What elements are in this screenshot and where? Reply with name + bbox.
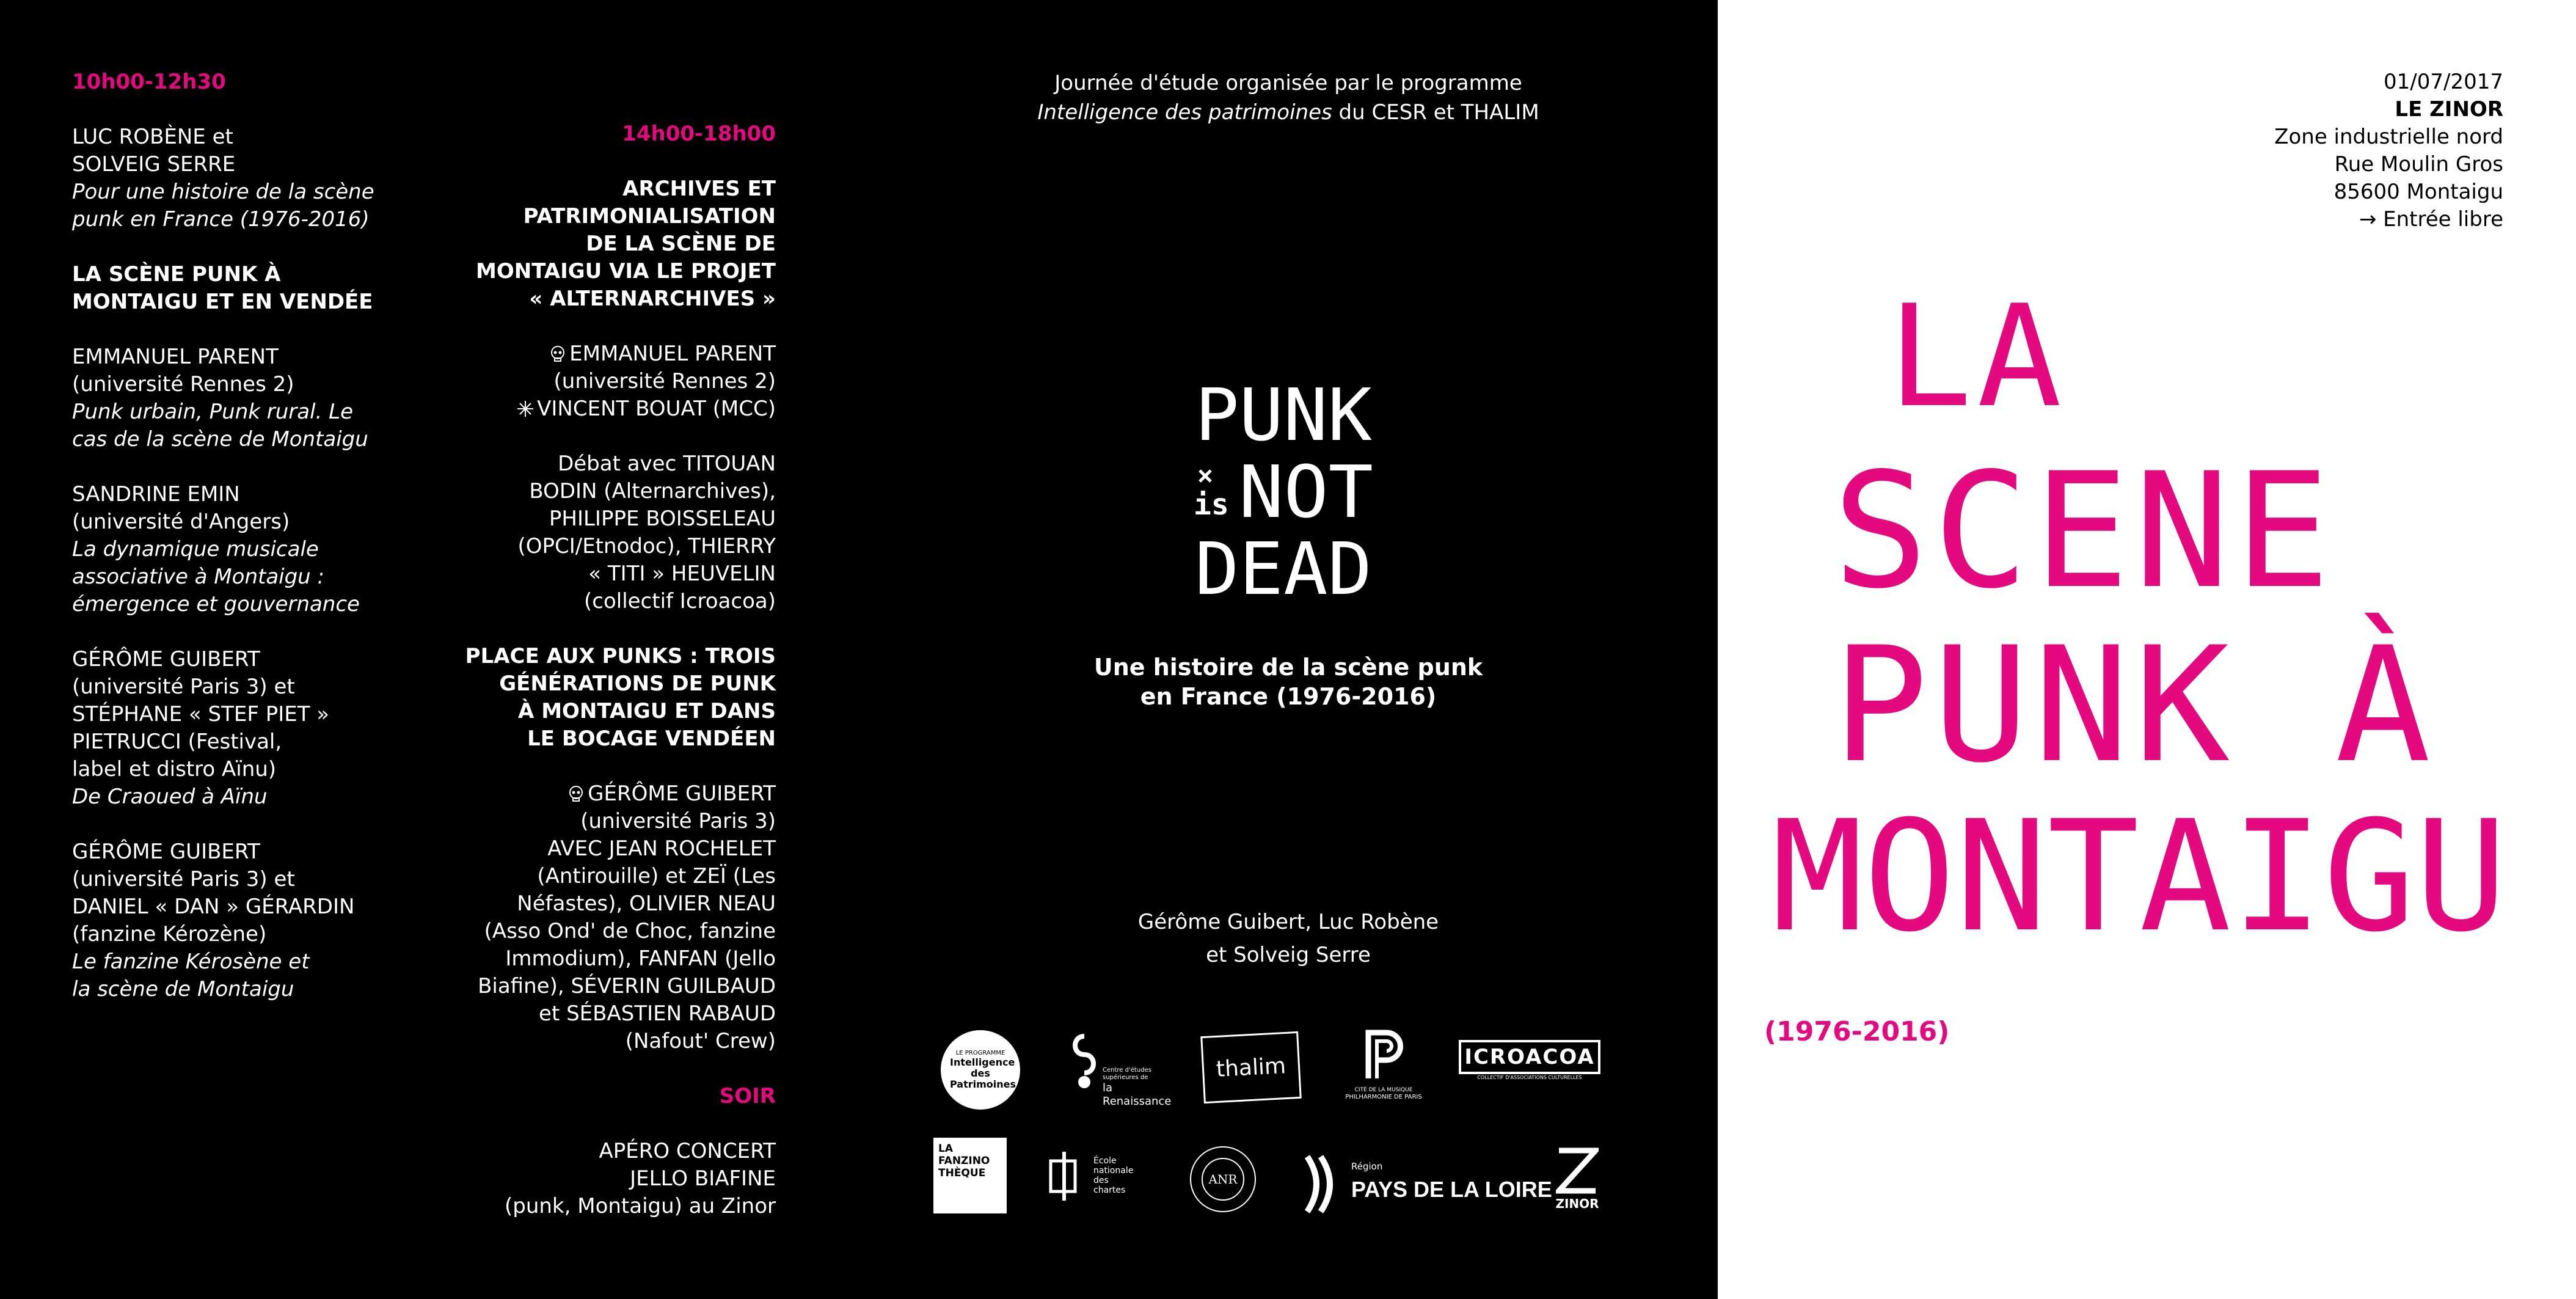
- title-line-1: LA: [1888, 276, 2067, 439]
- icroacoa-logo: ICROACOA COLLECTIF D'ASSOCIATIONS CULTURELLES: [1459, 1040, 1600, 1095]
- logo-word-not: NOT: [1239, 450, 1373, 534]
- organizers: Gérôme Guibert, Luc Robène et Solveig Serre: [1137, 910, 1439, 967]
- event-date: 01/07/2017: [2384, 70, 2503, 94]
- logo-word-dead: DEAD: [1195, 527, 1372, 611]
- talk-1: LUC ROBÈNE et SOLVEIG SERRE Pour une histoire de la scène punk en France (1976-2016): [72, 125, 374, 232]
- intro-text: Journée d'étude organisée par le programme Intelligence des patrimoines du CESR et THALIM: [1037, 71, 1539, 125]
- section-heading-1: LA SCÈNE PUNK À MONTAIGU ET EN VENDÉE: [72, 262, 373, 314]
- philharmonie-mark-icon: [1362, 1026, 1405, 1081]
- cesr-mark-icon: [1066, 1030, 1103, 1091]
- title-line-3: PUNK À: [1833, 613, 2436, 798]
- title-line-4: MONTAIGU: [1771, 788, 2508, 965]
- venue-name: LE ZINOR: [2395, 97, 2503, 122]
- debate-block: Débat avec TITOUAN BODIN (Alternarchives), PHILIPPE BOISSELEAU (OPCI/Etnodoc), THIERRY « TITI » HEUVELIN (collectif Icroacoa): [517, 452, 776, 613]
- philharmonie-logo: CITÉ DE LA MUSIQUE PHILHARMONIE DE PARIS: [1338, 1026, 1429, 1118]
- logo-word-punk: PUNK: [1195, 373, 1372, 457]
- evening-label: SOIR: [719, 1084, 776, 1108]
- region-mark-icon: [1301, 1154, 1344, 1215]
- evening-block: APÉRO CONCERT JELLO BIAFINE (punk, Montaigu) au Zinor: [504, 1139, 776, 1218]
- event-subtitle: Une histoire de la scène punk en France (1976-2016): [1093, 654, 1483, 710]
- skull-icon: [567, 785, 585, 803]
- thalim-logo: thalim: [1200, 1031, 1302, 1103]
- punk-generations-block: GÉRÔME GUIBERT (université Paris 3) AVEC JEAN ROCHELET (Antirouille) et ZEÏ (Les Néfastes), OLIVIER NEAU (Asso Ond' de Choc, fanzine Immodium), FANFAN (Jello Biafine), SÉVERIN GUILBAUD et SÉBASTIEN RABAUD (Nafout' Crew): [478, 781, 776, 1053]
- talk-4: GÉRÔME GUIBERT (université Paris 3) et STÉPHANE « STEF PIET » PIETRUCCI (Festival, label et distro Aïnu) De Craoued à Aïnu: [72, 647, 330, 809]
- title-line-2: SCENE: [1833, 439, 2335, 624]
- anr-logo: ANR: [1190, 1146, 1256, 1212]
- cesr-logo: Centre d'études supérieures de la Renaissance: [1066, 1030, 1170, 1110]
- talk-3: SANDRINE EMIN (université d'Angers) La dynamique musicale associative à Montaigu : émergence et gouvernance: [72, 482, 360, 617]
- logo-word-is: is: [1194, 488, 1229, 522]
- afternoon-program: [403, 120, 776, 1220]
- speakers-block: EMMANUEL PARENT (université Rennes 2) VINCENT BOUAT (MCC): [403, 340, 776, 423]
- chartes-logo: École nationale des chartes: [1046, 1149, 1156, 1216]
- skull-icon: [549, 345, 567, 363]
- fanzinotheque-logo: LA FANZINO THÈQUE: [933, 1138, 1007, 1213]
- title-years: (1976-2016): [1764, 1016, 1950, 1047]
- zinor-mark-icon: [1556, 1147, 1599, 1194]
- talk-5: GÉRÔME GUIBERT (université Paris 3) et DANIEL « DAN » GÉRARDIN (fanzine Kérozène) Le fanzine Kérosène et la scène de Montaigu: [72, 840, 355, 1001]
- intelligence-patrimoines-logo: LE PROGRAMME Intelligence des Patrimoines: [941, 1030, 1020, 1110]
- morning-time: 10h00-12h30: [72, 70, 226, 94]
- entry-note: → Entrée libre: [2359, 207, 2503, 232]
- event-info: 01/07/2017 LE ZINOR Zone industrielle nord Rue Moulin Gros 85600 Montaigu → Entrée libre: [1718, 68, 2503, 233]
- talk-2: EMMANUEL PARENT (université Rennes 2) Punk urbain, Punk rural. Le cas de la scène de Montaigu: [72, 345, 368, 452]
- morning-program: [72, 68, 414, 1003]
- afternoon-time: 14h00-18h00: [622, 122, 776, 146]
- section-heading-2: ARCHIVES ET PATRIMONIALISATION DE LA SCÈNE DE MONTAIGU VIA LE PROJET « ALTERNARCHIVES »: [476, 177, 776, 311]
- punk-is-not-dead-logo: [1189, 373, 1384, 611]
- x-icon: [1200, 470, 1211, 481]
- region-pays-de-la-loire-logo: Région PAYS DE LA LOIRE: [1301, 1154, 1527, 1215]
- starburst-icon: [516, 400, 535, 418]
- chartes-mark-icon: [1046, 1149, 1089, 1204]
- zinor-logo: ZINOR: [1554, 1147, 1600, 1220]
- section-heading-3: PLACE AUX PUNKS : TROIS GÉNÉRATIONS DE PUNK À MONTAIGU ET DANS LE BOCAGE VENDÉEN: [465, 644, 776, 751]
